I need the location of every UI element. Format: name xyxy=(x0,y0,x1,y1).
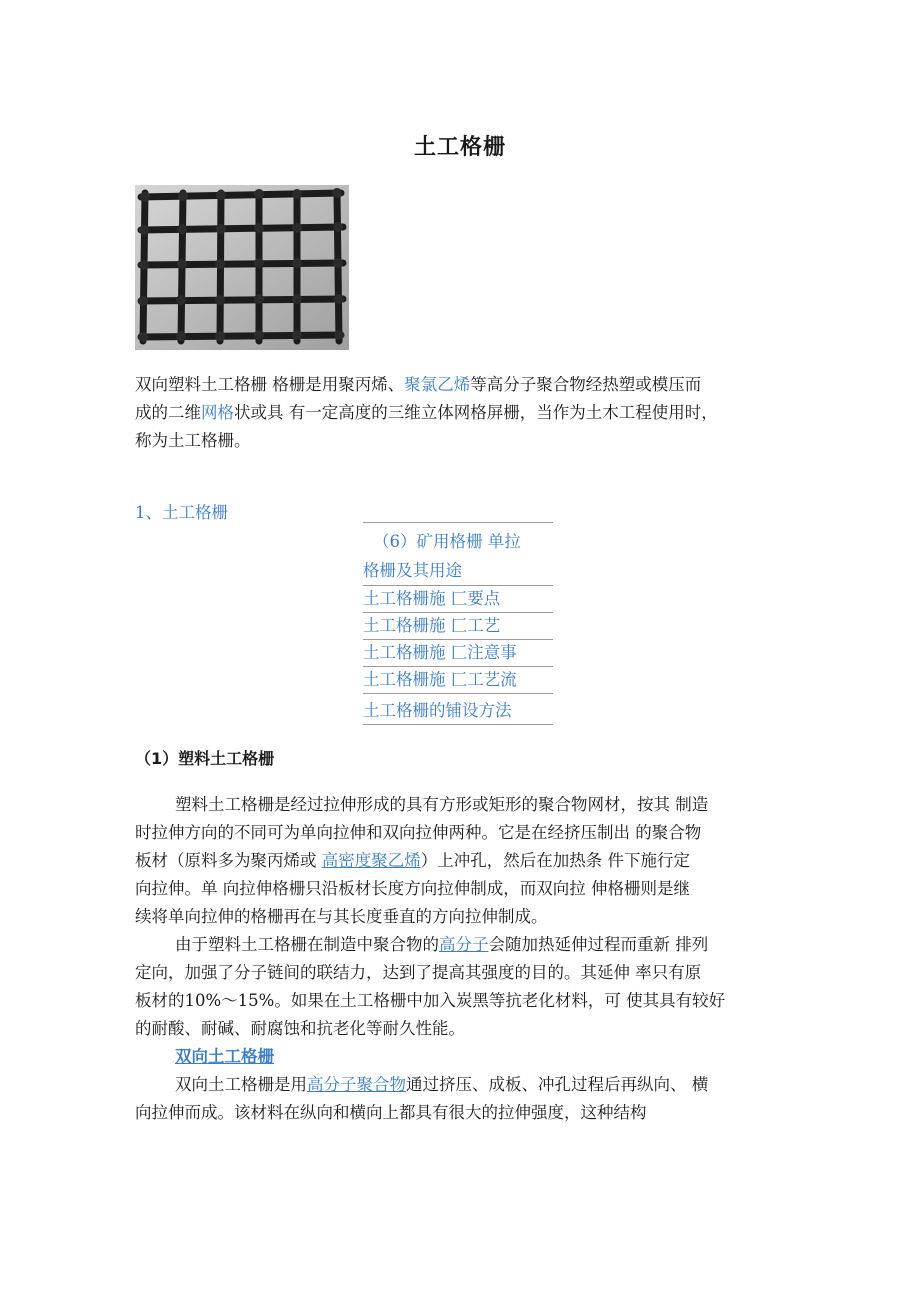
body-line: 向拉伸。单 向拉伸格栅只沿板材长度方向拉伸制成，而双向拉 伸格栅则是继 xyxy=(135,879,690,898)
intro-line-3: 称为土工格栅。 xyxy=(135,431,251,450)
geogrid-image xyxy=(135,185,349,350)
toc-item[interactable]: 土工格栅施 匚工艺流 xyxy=(363,667,553,694)
intro-text: 等高分子聚合物经热塑或模压而 xyxy=(470,375,702,394)
link-hdpe[interactable]: 高密度聚乙烯 xyxy=(321,851,421,870)
toc-item-label: （6）矿用格栅 单拉 xyxy=(373,532,521,551)
body-line: 定向，加强了分子链间的联结力，达到了提高其强度的目的。其延伸 率只有原 xyxy=(135,963,702,982)
related-links-table xyxy=(363,522,553,725)
body-text-span: 通过挤压、成板、冲孔过程后再纵向、 横 xyxy=(406,1075,709,1094)
geogrid-photo xyxy=(135,185,349,350)
body-text-span: ）上冲孔，然后在加热条 件下施行定 xyxy=(420,851,690,870)
link-grid[interactable]: 网格 xyxy=(201,403,234,422)
toc-item[interactable]: 土工格栅施 匚注意事 xyxy=(363,640,553,667)
body-line: 续将单向拉伸的格栅再在与其长度垂直的方向拉伸制成。 xyxy=(135,907,548,926)
body-text xyxy=(135,791,725,1127)
body-text-span: 双向土工格栅是用 xyxy=(175,1075,307,1094)
toc-item-mining-grid[interactable] xyxy=(363,523,553,586)
body-line xyxy=(135,1071,725,1099)
body-line xyxy=(135,931,725,959)
body-text-span: 板材（原料多为聚丙烯或 xyxy=(135,851,322,870)
intro-text: 状或具 有一定高度的三维立体网格屏栅，当作为土木工程使用时， xyxy=(234,403,718,422)
body-line: 向拉伸而成。该材料在纵向和横向上都具有很大的拉伸强度，这种结构 xyxy=(135,1103,647,1122)
link-high-polymer[interactable]: 高分子聚合物 xyxy=(307,1075,406,1094)
toc-item[interactable]: 土工格栅施 匚工艺 xyxy=(363,613,553,640)
intro-line-1 xyxy=(135,371,718,399)
section-heading-1[interactable]: 1、土工格栅 xyxy=(135,503,228,522)
body-line: 时拉伸方向的不同可为单向拉伸和双向拉伸两种。它是在经挤压制出 的聚合物 xyxy=(135,823,702,842)
subheading-plastic-geogrid: （1）塑料土工格栅 xyxy=(135,749,275,768)
link-polymer[interactable]: 高分子 xyxy=(439,935,489,954)
intro-line-2 xyxy=(135,399,718,427)
body-line: 塑料土工格栅是经过拉伸形成的具有方形或矩形的聚合物网材，按其 制造 xyxy=(175,795,709,814)
body-line xyxy=(135,847,725,875)
body-text-span: 由于塑料土工格栅在制造中聚合物的 xyxy=(175,935,439,954)
intro-text: 成的二维 xyxy=(135,403,201,422)
intro-paragraph xyxy=(135,371,718,455)
body-line: 板材的10%〜15%。如果在土工格栅中加入炭黑等抗老化材料，可 使其具有较好 xyxy=(135,991,726,1010)
body-line xyxy=(135,1043,725,1071)
body-text-span: 会随加热延伸过程而重新 排列 xyxy=(488,935,709,954)
toc-item[interactable]: 土工格栅施 匚要点 xyxy=(363,586,553,613)
toc-item[interactable]: 土工格栅的铺设方法 xyxy=(363,694,553,725)
link-biaxial-geogrid[interactable]: 双向土工格栅 xyxy=(175,1047,274,1066)
body-line: 的耐酸、耐碱、耐腐蚀和抗老化等耐久性能。 xyxy=(135,1019,465,1038)
toc-item-label: 格栅及其用途 xyxy=(363,561,462,580)
link-pvc[interactable]: 聚氯乙烯 xyxy=(404,375,471,394)
page-title: 土工格栅 xyxy=(413,135,506,160)
intro-text: 双向塑料土工格栅 格栅是用聚丙烯、 xyxy=(135,375,405,394)
